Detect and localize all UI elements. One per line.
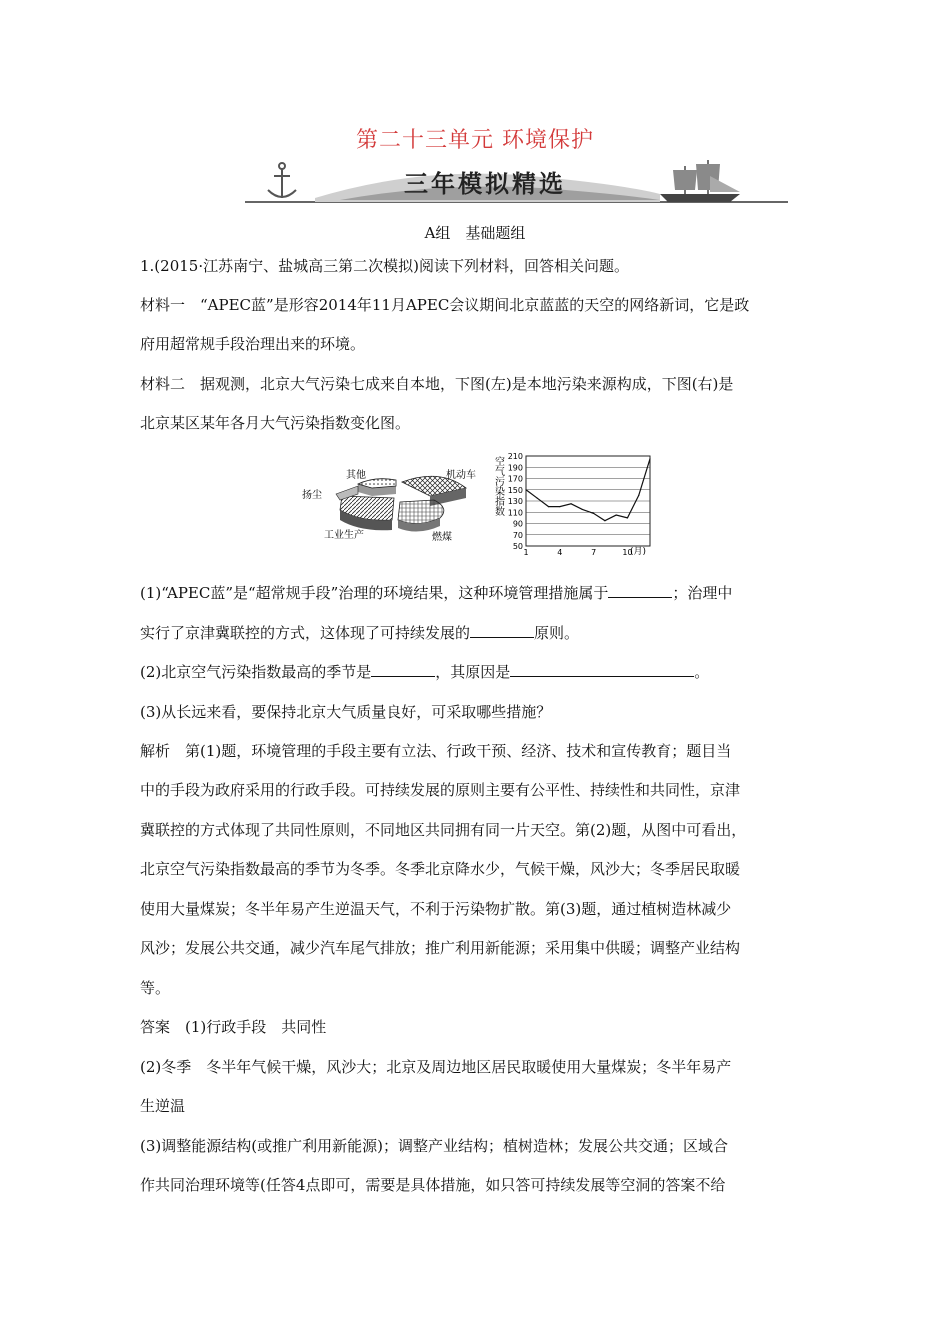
analysis-line: 中的手段为政府采用的行政手段。可持续发展的原则主要有公平性、持续性和共同性，京津 — [140, 781, 741, 799]
data-point — [537, 498, 538, 499]
answer-line: 生逆温 — [140, 1097, 186, 1115]
q1-line2-text: 实行了京津冀联控的方式，这体现了可持续发展的 — [140, 624, 471, 642]
analysis-line: 冀联控的方式体现了共同性原则，不同地区共同拥有同一片天空。第(2)题，从图中可看出， — [140, 821, 747, 839]
data-point — [604, 520, 605, 521]
data-point — [582, 509, 583, 510]
material1-line2: 府用超常规手段治理出来的环境。 — [140, 335, 366, 353]
material2-line1: 材料二 据观测，北京大气污染七成来自本地，下图(左)是本地污染来源构成，下图(右)是 — [140, 375, 734, 393]
pie-label-other: 其他 — [346, 470, 366, 481]
pie-label-dust: 扬尘 — [302, 490, 322, 501]
q1-line1-tail: ；治理中 — [672, 584, 733, 602]
group-title: A组 基础题组 — [424, 224, 526, 242]
x-tick-label: 10 — [622, 548, 633, 557]
y-tick-label: 210 — [507, 452, 523, 461]
figure-pollution — [300, 438, 670, 566]
line-chart-xlabel: (月) — [630, 547, 647, 557]
q2 — [140, 662, 812, 682]
analysis-line: 解析 第(1)题，环境管理的手段主要有立法、行政干预、经济、技术和宣传教育；题目当 — [140, 742, 732, 760]
analysis-line: 等。 — [140, 979, 171, 997]
material1-line1: 材料一 “APEC蓝”是形容2014年11月APEC会议期间北京蓝蓝的天空的网络新词，它是政 — [140, 296, 750, 314]
pie-chart — [302, 468, 476, 543]
y-tick-label: 190 — [507, 463, 523, 473]
section-banner — [240, 158, 790, 206]
question-intro: 1.(2015·江苏南宁、盐城高三第二次模拟)阅读下列材料，回答相关问题。 — [140, 257, 629, 275]
sailing-ship-icon — [660, 160, 740, 202]
pie-label-industry: 工业生产 — [324, 530, 364, 541]
q2-blank-2[interactable] — [510, 662, 694, 677]
q1-line2-tail: 原则。 — [534, 624, 580, 642]
q3: (3)从长远来看，要保持北京大气质量良好，可采取哪些措施？ — [140, 703, 552, 721]
x-tick-label: 1 — [523, 548, 529, 557]
q2-text: (2)北京空气污染指数最高的季节是 — [140, 663, 372, 681]
answer-line: 答案 (1)行政手段 共同性 — [140, 1018, 327, 1036]
data-point — [548, 506, 549, 507]
unit-title: 第二十三单元 环境保护 — [356, 128, 594, 153]
y-tick-label: 150 — [507, 485, 523, 495]
analysis-line: 北京空气污染指数最高的季节为冬季。冬季北京降水少，气候干燥，风沙大；冬季居民取暖 — [140, 860, 741, 878]
data-point — [627, 517, 628, 518]
q1-line1-text: (1)“APEC蓝”是“超常规手段”治理的环境结果，这种环境管理措施属于 — [140, 584, 609, 602]
x-tick-label: 7 — [591, 548, 597, 557]
y-tick-label: 90 — [512, 519, 523, 529]
y-tick-label: 170 — [507, 474, 523, 484]
q1-blank-2[interactable] — [470, 623, 534, 638]
analysis-line: 使用大量煤炭；冬半年易产生逆温天气，不利于污染物扩散。第(3)题，通过植树造林减少 — [140, 900, 732, 918]
data-point — [593, 513, 594, 514]
x-tick-label: 4 — [557, 548, 563, 557]
q1-blank-1[interactable] — [608, 583, 672, 598]
banner-text: 三年模拟精选 — [404, 170, 566, 198]
answer-line: (2)冬季 冬半年气候干燥，风沙大；北京及周边地区居民取暖使用大量煤炭；冬半年易产 — [140, 1058, 732, 1076]
pie-label-coal: 燃煤 — [432, 532, 452, 543]
material2-line2: 北京某区某年各月大气污染指数变化图。 — [140, 414, 411, 432]
data-point — [649, 458, 650, 459]
data-point — [525, 489, 526, 490]
data-point — [559, 506, 560, 507]
answer-line: (3)调整能源结构(或推广利用新能源)；调整产业结构；植树造林；发展公共交通；区域合 — [140, 1137, 728, 1155]
q1-line1 — [140, 583, 812, 603]
y-tick-label: 50 — [512, 542, 523, 551]
q2-blank-1[interactable] — [371, 662, 435, 677]
anchor-icon — [268, 163, 296, 198]
q1-line2 — [140, 623, 812, 643]
y-tick-label: 110 — [507, 508, 523, 518]
analysis-line: 风沙；发展公共交通，减少汽车尾气排放；推广利用新能源；采用集中供暖；调整产业结构 — [140, 939, 741, 957]
data-point — [616, 514, 617, 515]
y-tick-label: 130 — [507, 497, 523, 506]
line-chart-ylabel: 空气污染指数 — [492, 456, 504, 516]
answer-line: 作共同治理环境等(任答4点即可，需要是具体措施，如只答可持续发展等空洞的答案不给 — [140, 1176, 726, 1194]
q2-mid: ，其原因是 — [435, 663, 511, 681]
data-point — [570, 503, 571, 504]
q2-end: 。 — [694, 663, 710, 681]
line-chart — [508, 452, 651, 557]
data-point — [638, 495, 639, 496]
y-tick-label: 70 — [512, 530, 523, 540]
pie-label-vehicle: 机动车 — [446, 470, 476, 481]
